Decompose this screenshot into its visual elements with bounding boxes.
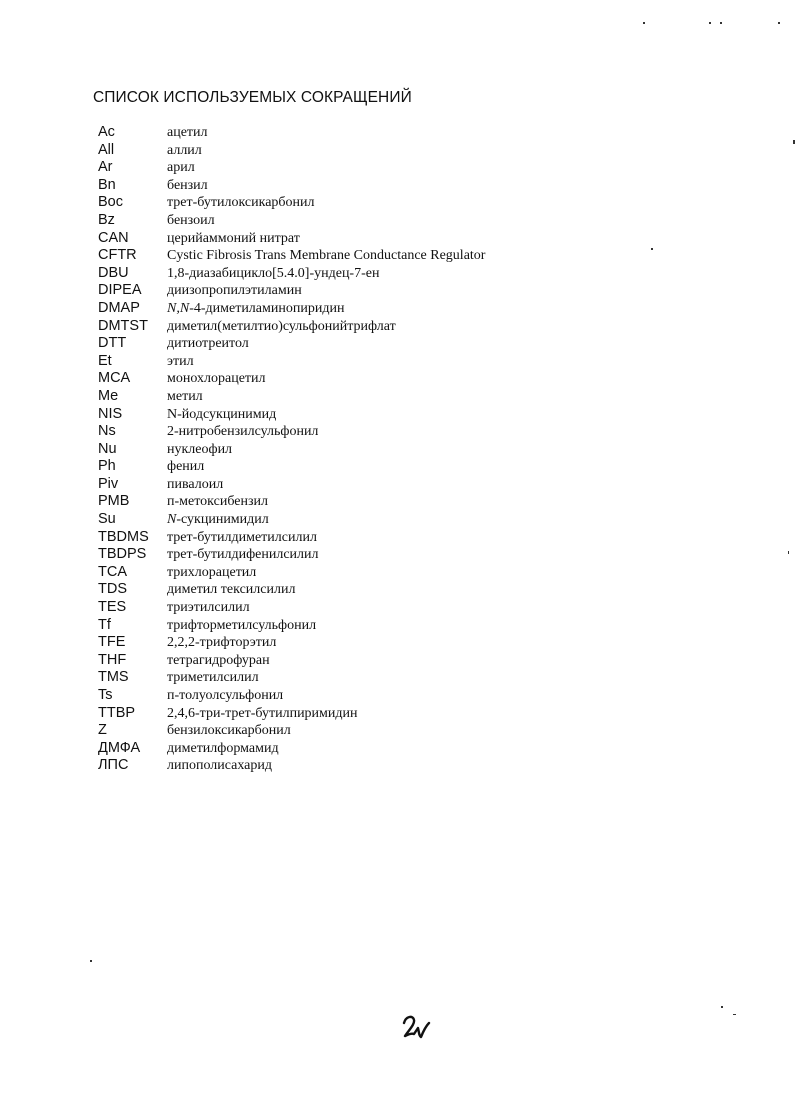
abbreviation-definition xyxy=(167,353,194,371)
scan-speck xyxy=(651,248,653,250)
abbreviation-row xyxy=(98,353,698,371)
definition-text: ацетил xyxy=(167,125,208,140)
definition-text: п-толуолсульфонил xyxy=(167,688,284,703)
definition-text: -сукцинимидил xyxy=(176,512,269,528)
abbreviation-row xyxy=(98,599,698,617)
abbreviation-term: TDS xyxy=(98,581,127,598)
abbreviation-term: TBDPS xyxy=(98,546,147,563)
abbreviation-term: TFE xyxy=(98,634,126,651)
abbreviation-term: Su xyxy=(98,511,116,528)
abbreviation-row xyxy=(98,441,698,459)
abbreviation-row xyxy=(98,335,698,353)
abbreviation-term: Et xyxy=(98,352,112,369)
abbreviation-definition xyxy=(167,617,316,635)
abbreviation-term: DMTST xyxy=(98,317,148,334)
abbreviation-row xyxy=(98,740,698,758)
definition-text: трифторметилсульфонил xyxy=(167,617,317,633)
definition-text: триметилсилил xyxy=(167,670,259,686)
abbreviation-term: Ns xyxy=(98,423,116,440)
abbreviation-row xyxy=(98,230,698,248)
definition-text: пивалоил xyxy=(167,476,224,492)
abbreviation-row xyxy=(98,617,698,635)
abbreviation-definition xyxy=(167,493,268,511)
abbreviation-term: Ts xyxy=(98,687,113,703)
abbreviation-definition xyxy=(167,282,302,300)
abbreviation-row xyxy=(98,406,698,424)
abbreviation-term: CFTR xyxy=(98,247,137,264)
definition-text: бензилоксикарбонил xyxy=(167,723,291,739)
abbreviation-definition xyxy=(167,705,358,723)
scan-speck xyxy=(90,960,92,962)
abbreviation-term: TBDMS xyxy=(98,528,149,545)
definition-text: дитиотреитол xyxy=(167,336,249,352)
scan-speck xyxy=(721,1006,723,1008)
abbreviation-definition xyxy=(167,757,272,775)
abbreviation-row xyxy=(98,634,698,652)
scan-speck xyxy=(709,22,711,24)
abbreviation-term: Tf xyxy=(98,616,111,633)
abbreviation-definition xyxy=(167,318,396,336)
definition-text: метил xyxy=(167,388,203,404)
abbreviation-term: Piv xyxy=(98,475,119,492)
handwritten-page-number xyxy=(401,1014,431,1040)
abbreviation-definition xyxy=(167,546,319,564)
abbreviation-term: DMAP xyxy=(98,299,140,316)
abbreviation-term: Nu xyxy=(98,440,117,457)
definition-text: трет-бутилоксикарбонил xyxy=(167,195,315,211)
scan-speck xyxy=(643,22,645,24)
abbreviation-definition xyxy=(167,458,204,476)
abbreviation-row xyxy=(98,318,698,336)
definition-text: триэтилсилил xyxy=(167,600,250,616)
definition-text: трет-бутилдиметилсилил xyxy=(167,529,317,545)
abbreviation-definition xyxy=(167,247,485,265)
abbreviation-row xyxy=(98,388,698,406)
abbreviation-row xyxy=(98,370,698,388)
abbreviation-term: ЛПС xyxy=(98,757,129,774)
definition-text: диметил тексилсилил xyxy=(167,582,296,598)
scan-speck xyxy=(793,140,795,144)
abbreviation-row xyxy=(98,265,698,283)
abbreviation-definition xyxy=(167,230,300,248)
definition-text: липополисахарид xyxy=(167,758,272,774)
abbreviation-term: Me xyxy=(98,387,119,404)
abbreviation-row xyxy=(98,247,698,265)
scan-speck xyxy=(733,1014,736,1015)
definition-text: бензоил xyxy=(167,212,215,228)
abbreviation-row xyxy=(98,652,698,670)
abbreviation-row xyxy=(98,493,698,511)
abbreviation-term: DTT xyxy=(98,335,127,352)
abbreviation-definition xyxy=(167,300,344,318)
definition-text: этил xyxy=(167,353,194,369)
definition-text: 2-нитробензилсульфонил xyxy=(167,424,319,440)
abbreviation-definition xyxy=(167,564,256,582)
abbreviation-row xyxy=(98,124,698,142)
scan-speck xyxy=(788,551,789,554)
abbreviation-definition xyxy=(167,212,215,230)
abbreviation-row xyxy=(98,546,698,564)
definition-text: п-метоксибензил xyxy=(167,494,268,510)
abbreviation-row xyxy=(98,194,698,212)
abbreviation-definition xyxy=(167,194,315,212)
definition-text: аллил xyxy=(167,142,202,158)
definition-text: бензил xyxy=(167,177,208,193)
abbreviation-definition xyxy=(167,687,283,705)
abbreviation-term: NIS xyxy=(98,405,123,422)
abbreviation-row xyxy=(98,142,698,160)
abbreviation-row xyxy=(98,669,698,687)
abbreviation-definition xyxy=(167,476,223,494)
abbreviation-term: Bn xyxy=(98,176,116,193)
definition-text: арил xyxy=(167,160,195,176)
definition-text: диизопропилэтиламин xyxy=(167,283,302,299)
abbreviation-row xyxy=(98,282,698,300)
abbreviation-term: Bz xyxy=(98,211,115,228)
abbreviation-term: CAN xyxy=(98,229,129,246)
abbreviation-row xyxy=(98,159,698,177)
abbreviation-definition xyxy=(167,581,295,599)
abbreviation-definition xyxy=(167,423,318,441)
definition-text: 2,4,6-три-трет-бутилпиримидин xyxy=(167,705,358,721)
abbreviation-term: Ac xyxy=(98,124,115,140)
abbreviation-row xyxy=(98,529,698,547)
abbreviation-definition xyxy=(167,124,208,142)
abbreviation-definition xyxy=(167,335,249,353)
definition-text: трихлорацетил xyxy=(167,564,257,580)
abbreviation-row xyxy=(98,212,698,230)
abbreviation-definition xyxy=(167,177,208,195)
definition-text: 1,8-диазабицикло[5.4.0]-ундец-7-ен xyxy=(167,265,380,281)
abbreviation-row xyxy=(98,722,698,740)
abbreviation-definition xyxy=(167,441,232,459)
abbreviation-row xyxy=(98,581,698,599)
abbreviation-term: Boc xyxy=(98,194,123,211)
definition-italic-prefix: N,N xyxy=(167,300,190,316)
abbreviation-definition xyxy=(167,599,250,617)
abbreviation-term: PMB xyxy=(98,493,130,510)
definition-italic-prefix: N xyxy=(167,512,177,528)
abbreviation-term: MCA xyxy=(98,370,131,387)
abbreviation-term: Ph xyxy=(98,458,116,475)
abbreviation-row xyxy=(98,177,698,195)
abbreviation-definition xyxy=(167,634,276,652)
abbreviation-term: Ar xyxy=(98,159,113,176)
abbreviation-definition xyxy=(167,370,266,388)
abbreviation-term: ДМФА xyxy=(98,739,141,756)
page-title: СПИСОК ИСПОЛЬЗУЕМЫХ СОКРАЩЕНИЙ xyxy=(93,89,412,106)
abbreviation-row xyxy=(98,564,698,582)
definition-text: тетрагидрофуран xyxy=(167,652,270,668)
definition-text: трет-бутилдифенилсилил xyxy=(167,547,319,563)
abbreviation-definition xyxy=(167,159,195,177)
abbreviation-term: TES xyxy=(98,599,127,616)
abbreviation-definition xyxy=(167,722,291,740)
abbreviation-definition xyxy=(167,669,259,687)
abbreviation-row xyxy=(98,757,698,775)
abbreviation-term: TMS xyxy=(98,669,129,686)
abbreviation-definition xyxy=(167,740,279,758)
abbreviation-row xyxy=(98,476,698,494)
abbreviation-term: Z xyxy=(98,722,107,739)
abbreviation-list xyxy=(98,124,698,775)
abbreviation-term: DBU xyxy=(98,264,129,281)
abbreviation-definition xyxy=(167,142,202,160)
abbreviation-row xyxy=(98,423,698,441)
abbreviation-term: DIPEA xyxy=(98,282,142,299)
abbreviation-definition xyxy=(167,652,270,670)
abbreviation-term: All xyxy=(98,141,115,158)
scan-speck xyxy=(778,22,780,24)
definition-text: -4-диметиламинопиридин xyxy=(189,300,345,316)
abbreviation-row xyxy=(98,511,698,529)
definition-text: N-йодсукцинимид xyxy=(167,406,277,422)
abbreviation-definition xyxy=(167,388,203,406)
abbreviation-definition xyxy=(167,265,379,283)
scan-speck xyxy=(720,22,722,24)
definition-text: церийаммоний нитрат xyxy=(167,230,300,246)
abbreviation-term: TCA xyxy=(98,563,127,580)
definition-text: фенил xyxy=(167,459,205,475)
abbreviation-definition xyxy=(167,406,276,424)
abbreviation-row xyxy=(98,705,698,723)
definition-text: нуклеофил xyxy=(167,441,233,457)
abbreviation-term: THF xyxy=(98,651,127,668)
definition-text: диметилформамид xyxy=(167,740,279,756)
abbreviation-definition xyxy=(167,511,269,529)
abbreviation-definition xyxy=(167,529,317,547)
abbreviation-term: TTBP xyxy=(98,704,136,721)
definition-text: 2,2,2-трифторэтил xyxy=(167,635,277,651)
abbreviation-row xyxy=(98,300,698,318)
abbreviation-row xyxy=(98,458,698,476)
definition-text: диметил(метилтио)сульфонийтрифлат xyxy=(167,318,396,334)
definition-text: монохлорацетил xyxy=(167,371,266,387)
definition-text: Cystic Fibrosis Trans Membrane Conductance Regulator xyxy=(167,248,486,264)
abbreviation-row xyxy=(98,687,698,705)
